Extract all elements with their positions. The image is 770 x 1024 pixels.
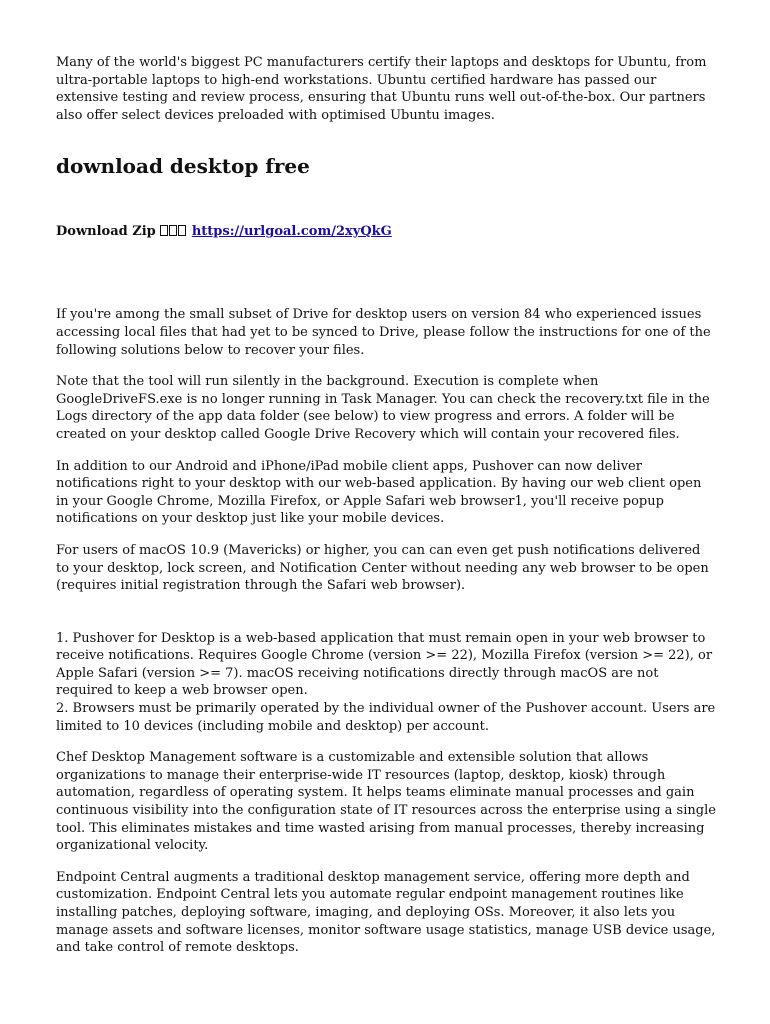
document-body bbox=[56, 54, 716, 957]
download-line bbox=[56, 223, 716, 240]
page-title: download desktop free bbox=[56, 154, 310, 179]
footnote-2: 2. Browsers must be primarily operated by the individual owner of the Pushover account. Users are limited to 10 devices (including mobile and desktop) per account. bbox=[56, 701, 716, 734]
paragraph-pushover: In addition to our Android and iPhone/iPad mobile client apps, Pushover can now deliver notifications right to your desktop with our web-based application. By having our web client open in your Google Chrome, Mozilla Firefox, or Apple Safari web browser1, you'll receive popup notifications on your desktop just like your mobile devices. bbox=[56, 458, 702, 527]
paragraph-tool-note: Note that the tool will run silently in the background. Execution is complete when GoogleDriveFS.exe is no longer running in Task Manager. You can check the recovery.txt file in the Logs directory of the app data folder (see below) to view progress and errors. A folder will be created on your desktop called Google Drive Recovery which will contain your recovered files. bbox=[56, 374, 710, 442]
download-label: Download Zip bbox=[56, 224, 156, 240]
footnote-1: 1. Pushover for Desktop is a web-based application that must remain open in your web browser to receive notifications. Requires Google Chrome (version >= 22), Mozilla Firefox (version >= 22), or Apple Safari (version >= 7). macOS receiving notifications directly through macOS are not required to keep a web browser open. bbox=[56, 630, 713, 699]
paragraph-drive-recovery: If you're among the small subset of Drive for desktop users on version 84 who experienced issues accessing local files that had yet to be synced to Drive, please follow the instructions for one of the following solutions below to recover your files. bbox=[56, 307, 711, 358]
intro-paragraph: Many of the world's biggest PC manufacturers certify their laptops and desktops for Ubuntu, from ultra-portable laptops to high-end workstations. Ubuntu certified hardware has passed our extensive testing and review process, ensuring that Ubuntu runs well out-of-the-box. Our partners also offer select devices preloaded with optimised Ubuntu images. bbox=[56, 55, 707, 123]
download-link[interactable]: https://urlgoal.com/2xyQkG bbox=[191, 224, 392, 240]
paragraph-chef: Chef Desktop Management software is a customizable and extensible solution that allows organizations to manage their enterprise-wide IT resources (laptop, desktop, kiosk) through automation, regardless of operating system. It helps teams eliminate manual processes and gain continuous visibility into the configuration state of IT resources across the enterprise using a single tool. This eliminates mistakes and time wasted arising from manual processes, thereby increasing organizational velocity. bbox=[56, 750, 716, 854]
paragraph-macos: For users of macOS 10.9 (Mavericks) or higher, you can can even get push notifications delivered to your desktop, lock screen, and Notification Center without needing any web browser to be open (requires initial registration through the Safari web browser). bbox=[56, 542, 709, 594]
box-glyphs-icon bbox=[160, 224, 187, 239]
paragraph-endpoint-central: Endpoint Central augments a traditional desktop management service, offering more depth and customization. Endpoint Central lets you automate regular endpoint management routines like installing patches, deploying software, imaging, and deploying OSs. Moreover, it also lets you manage assets and software licenses, monitor software usage statistics, manage USB device usage, and take control of remote desktops. bbox=[56, 869, 716, 956]
